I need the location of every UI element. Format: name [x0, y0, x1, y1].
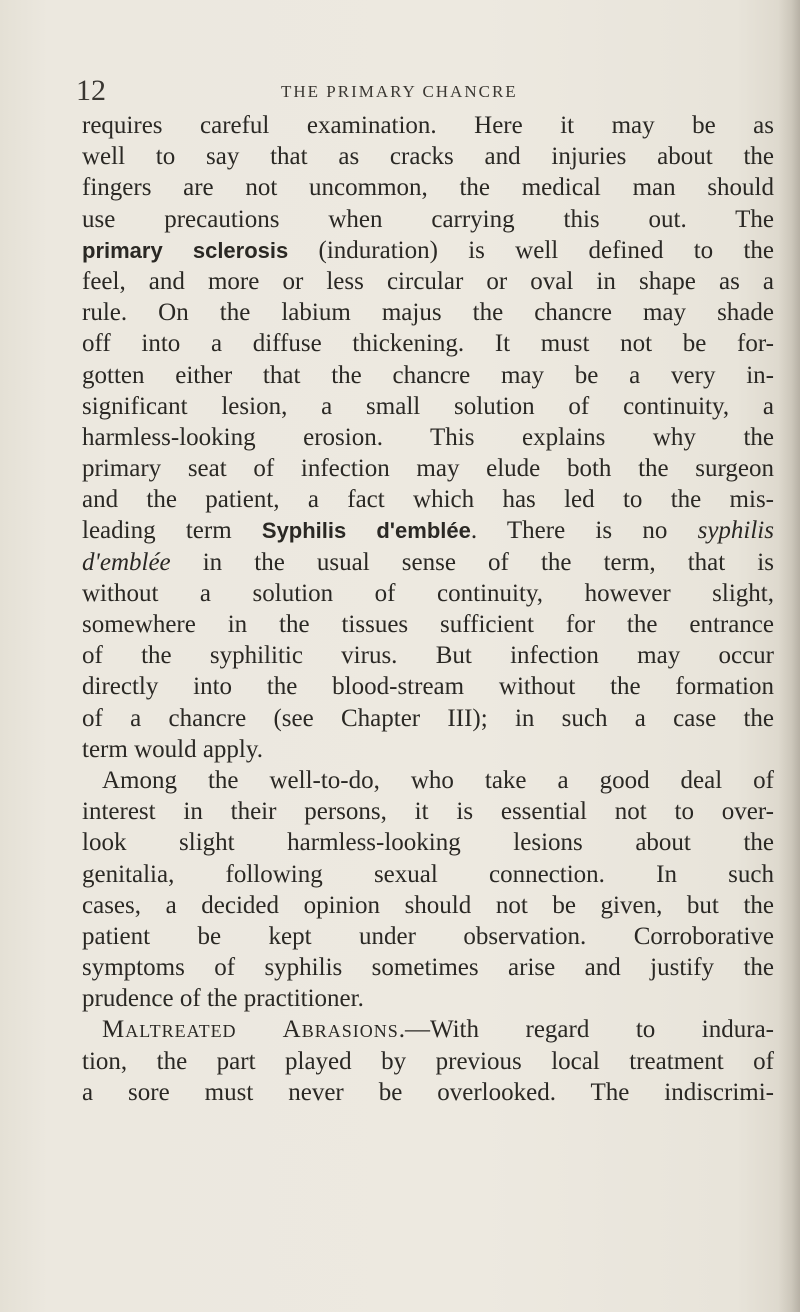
text-segment: genitalia, following sexual connection. In such [82, 860, 774, 888]
text-segment: patient be kept under observation. Corroborative [82, 922, 774, 950]
text-segment: of a chancre (see Chapter III); in such a case the [82, 704, 774, 732]
text-segment: fingers are not uncommon, the medical man should [82, 174, 774, 202]
text-segment: interest in their persons, it is essential not to over- [82, 798, 774, 826]
text-line [82, 328, 774, 359]
running-head [76, 74, 776, 114]
text-bold: Syphilis d'emblée [261, 518, 471, 544]
text-segment: cases, a decided opinion should not be given, but the [82, 891, 774, 919]
text-line [82, 266, 774, 297]
text-segment: and the patient, a fact which has led to the mis- [82, 486, 774, 514]
text-segment: (induration) is well defined to the [288, 236, 774, 264]
text-line [82, 453, 774, 484]
text-line [82, 827, 774, 858]
text-segment: .—With regard to indura- [398, 1016, 774, 1044]
text-segment: feel, and more or less circular or oval in shape as a [82, 267, 774, 295]
page-edge-shadow [778, 0, 800, 1312]
text-segment: primary seat of infection may elude both the surgeon [82, 455, 774, 483]
text-segment: gotten either that the chancre may be a very in- [82, 361, 774, 389]
text-line [82, 796, 774, 827]
body-text [82, 110, 774, 1108]
running-title: THE PRIMARY CHANCRE [281, 82, 518, 101]
text-segment: in the usual sense of the term, that is [170, 548, 774, 576]
text-segment: of the syphilitic virus. But infection may occur [82, 642, 774, 670]
text-line [82, 204, 774, 235]
text-line [82, 703, 774, 734]
text-line [82, 578, 774, 609]
text-line [82, 547, 774, 578]
text-line [82, 484, 774, 515]
text-line [82, 952, 774, 983]
text-segment: symptoms of syphilis sometimes arise and justify the [82, 954, 774, 982]
text-line [82, 890, 774, 921]
text-line [82, 172, 774, 203]
text-segment: rule. On the labium majus the chancre may shade [82, 299, 774, 327]
text-segment: . There is no [470, 517, 698, 545]
text-segment: somewhere in the tissues sufficient for the entrance [82, 611, 774, 638]
text-segment: prudence of the practitioner. [82, 985, 364, 1013]
text-segment: use precautions when carrying this out. The [82, 205, 774, 233]
text-line [82, 422, 774, 453]
text-segment: Among the well-to-do, who take a good deal of [102, 766, 774, 794]
text-line [82, 235, 774, 266]
text-line [82, 360, 774, 391]
page-number: 12 [76, 74, 106, 107]
text-segment: without a solution of continuity, however slight, [82, 579, 774, 607]
text-segment: significant lesion, a small solution of continuity, a [82, 392, 774, 420]
text-line [82, 609, 774, 640]
text-segment: requires careful examination. Here it may be as [82, 112, 774, 139]
text-line [82, 671, 774, 702]
text-smallcaps: Maltreated Abrasions [102, 1016, 399, 1044]
text-line [82, 734, 774, 765]
text-line [82, 1077, 774, 1108]
text-segment: harmless-looking erosion. This explains why the [82, 423, 774, 451]
text-segment: leading term [82, 517, 262, 545]
text-line [82, 640, 774, 671]
text-line [82, 297, 774, 328]
text-line [82, 983, 774, 1014]
text-line [82, 141, 774, 172]
text-line [82, 765, 774, 796]
text-line [82, 110, 774, 141]
text-italic: d'emblée [82, 548, 171, 576]
text-line [82, 515, 774, 546]
text-italic: syphilis [697, 517, 774, 545]
text-line [82, 1014, 774, 1045]
text-line [82, 859, 774, 890]
text-segment: term would apply. [82, 735, 263, 763]
text-line [82, 921, 774, 952]
text-segment: directly into the blood-stream without the formation [82, 673, 774, 701]
text-line [82, 391, 774, 422]
text-segment: off into a diffuse thickening. It must not be for- [82, 330, 774, 358]
text-segment: look slight harmless-looking lesions about the [82, 829, 774, 857]
text-bold: primary sclerosis [82, 237, 289, 263]
text-segment: a sore must never be overlooked. The indiscrimi- [82, 1078, 774, 1106]
text-segment: well to say that as cracks and injuries about the [82, 143, 774, 171]
text-line [82, 1046, 774, 1077]
text-segment: tion, the part played by previous local treatment of [82, 1047, 774, 1075]
